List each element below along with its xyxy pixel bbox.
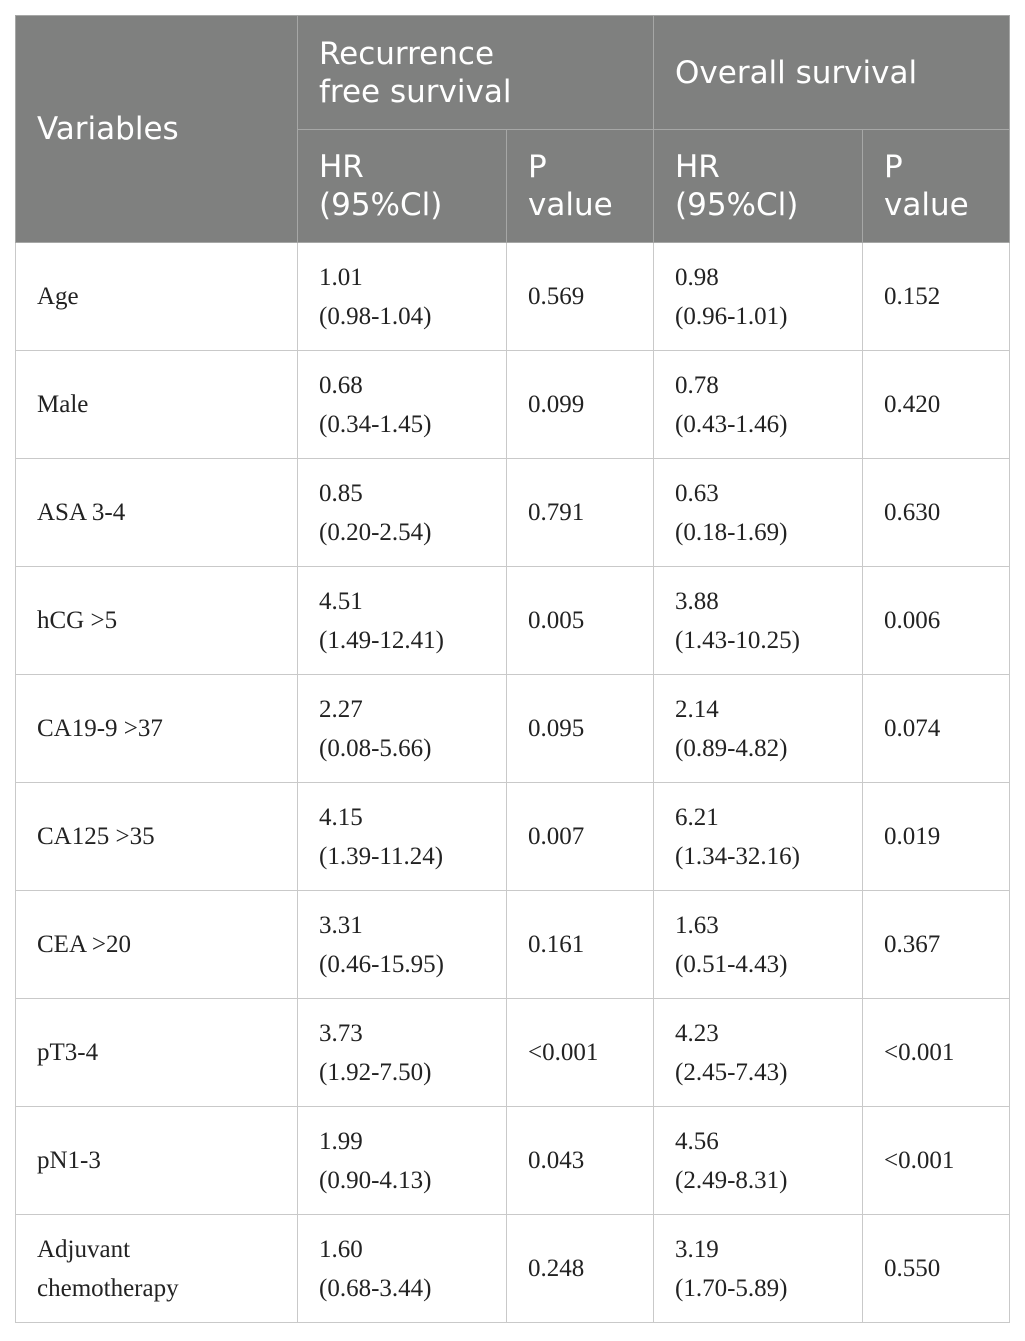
table-row [16, 243, 1010, 351]
cell-os-hr-os-hr: 6.21 [675, 803, 719, 831]
cell-os-hr-os-ci: (0.18-1.69) [675, 518, 788, 546]
cell-rfs-hr-rfs-hr: 3.31 [319, 911, 363, 939]
cell-os-hr-os-ci: (1.34-32.16) [675, 842, 800, 870]
cell-rfs-hr [298, 243, 507, 351]
cell-variable [16, 783, 298, 891]
cell-os-hr-os-hr: 4.56 [675, 1127, 719, 1155]
cell-rfs-p-value-rfs-p: 0.095 [528, 715, 585, 742]
cell-rfs-hr-rfs-hr: 4.51 [319, 587, 363, 615]
cell-os-p-value-os-p: 0.152 [884, 283, 941, 310]
cell-rfs-p-value-rfs-p: 0.791 [528, 499, 585, 526]
header-os-p-value [863, 130, 1010, 243]
cell-os-p-value [863, 567, 1010, 675]
cell-os-p-value-os-p: 0.006 [884, 607, 941, 634]
table-row [16, 351, 1010, 459]
cell-os-p-value [863, 675, 1010, 783]
cell-os-hr [654, 675, 863, 783]
cell-rfs-hr-rfs-ci: (1.92-7.50) [319, 1058, 432, 1086]
cell-os-hr [654, 783, 863, 891]
header-recurrence-free-survival [298, 16, 654, 130]
header-hr-line2: (95%Cl) [319, 187, 443, 223]
cell-rfs-p-value [507, 1215, 654, 1323]
header-p-line2: value [884, 187, 969, 223]
cell-rfs-p-value [507, 999, 654, 1107]
cell-variable-var2: chemotherapy [37, 1274, 179, 1302]
cell-rfs-p-value-rfs-p: 0.005 [528, 607, 585, 634]
header-rfs-hr [298, 130, 507, 243]
cell-variable [16, 243, 298, 351]
header-rfs-line1: Recurrence [319, 35, 495, 72]
cell-rfs-p-value-rfs-p: 0.043 [528, 1147, 585, 1174]
header-overall-survival [654, 16, 1010, 130]
cell-rfs-p-value-rfs-p: 0.569 [528, 283, 585, 310]
cell-rfs-hr-rfs-hr: 4.15 [319, 803, 363, 831]
cell-variable [16, 675, 298, 783]
cell-rfs-hr-rfs-ci: (0.34-1.45) [319, 410, 432, 438]
cell-rfs-hr [298, 675, 507, 783]
cell-os-hr-os-hr: 0.63 [675, 479, 719, 507]
cell-os-hr [654, 459, 863, 567]
cell-os-p-value [863, 999, 1010, 1107]
cell-variable-var1: CA125 >35 [37, 823, 155, 850]
cell-rfs-hr-rfs-ci: (0.46-15.95) [319, 950, 444, 978]
header-hr-line1: HR [319, 149, 364, 185]
cell-os-p-value-os-p: 0.074 [884, 715, 941, 742]
table-row [16, 675, 1010, 783]
cell-os-p-value [863, 783, 1010, 891]
cell-rfs-hr-rfs-hr: 0.68 [319, 371, 363, 399]
cell-os-p-value [863, 891, 1010, 999]
header-os-label: Overall survival [675, 54, 918, 91]
cell-variable [16, 1215, 298, 1323]
cell-os-hr [654, 999, 863, 1107]
cell-os-hr [654, 567, 863, 675]
cell-variable [16, 891, 298, 999]
cell-os-p-value [863, 351, 1010, 459]
cell-os-p-value-os-p: 0.420 [884, 391, 941, 418]
header-p-line2: value [528, 187, 613, 223]
cell-os-p-value-os-p: 0.550 [884, 1255, 941, 1282]
cell-variable [16, 999, 298, 1107]
cell-os-hr-os-hr: 4.23 [675, 1019, 719, 1047]
cell-os-hr-os-hr: 1.63 [675, 911, 719, 939]
cell-rfs-p-value-rfs-p: <0.001 [528, 1039, 599, 1066]
results-table [15, 15, 1010, 1323]
table-row [16, 1215, 1010, 1323]
cell-variable-var1: pN1-3 [37, 1147, 101, 1174]
cell-os-p-value-os-p: 0.630 [884, 499, 941, 526]
cell-rfs-hr-rfs-hr: 3.73 [319, 1019, 363, 1047]
cell-rfs-p-value [507, 783, 654, 891]
cell-rfs-hr-rfs-ci: (1.39-11.24) [319, 842, 444, 870]
cell-rfs-hr-rfs-ci: (0.90-4.13) [319, 1166, 432, 1194]
cell-os-hr-os-ci: (0.43-1.46) [675, 410, 788, 438]
cell-rfs-hr-rfs-hr: 1.01 [319, 263, 363, 291]
cell-rfs-hr [298, 999, 507, 1107]
table-row [16, 459, 1010, 567]
cell-rfs-hr [298, 1107, 507, 1215]
cell-os-hr-os-hr: 0.98 [675, 263, 719, 291]
cell-rfs-p-value-rfs-p: 0.007 [528, 823, 585, 850]
cell-rfs-hr [298, 891, 507, 999]
cell-rfs-hr [298, 783, 507, 891]
header-os-hr [654, 130, 863, 243]
cell-variable-var1: Male [37, 391, 89, 418]
cell-variable-var1: hCG >5 [37, 607, 118, 634]
cell-variable [16, 459, 298, 567]
cell-variable [16, 351, 298, 459]
cell-variable-var1: Adjuvant [37, 1235, 131, 1263]
cell-os-hr-os-ci: (2.49-8.31) [675, 1166, 788, 1194]
cell-variable-var1: Age [37, 283, 79, 310]
cell-os-hr [654, 351, 863, 459]
cell-os-p-value [863, 1107, 1010, 1215]
cell-rfs-hr [298, 351, 507, 459]
cell-variable-var1: ASA 3-4 [37, 499, 126, 526]
cell-rfs-hr-rfs-hr: 2.27 [319, 695, 363, 723]
cell-rfs-p-value [507, 351, 654, 459]
header-hr-line1: HR [675, 149, 720, 185]
cell-os-p-value-os-p: <0.001 [884, 1147, 955, 1174]
cell-variable-var1: CA19-9 >37 [37, 715, 163, 742]
cell-os-p-value-os-p: <0.001 [884, 1039, 955, 1066]
table-row [16, 783, 1010, 891]
cell-rfs-p-value [507, 243, 654, 351]
cell-os-hr-os-ci: (1.43-10.25) [675, 626, 800, 654]
cell-rfs-p-value [507, 1107, 654, 1215]
table-header [16, 16, 1010, 243]
table-row [16, 999, 1010, 1107]
cell-variable [16, 567, 298, 675]
cell-os-hr-os-ci: (0.51-4.43) [675, 950, 788, 978]
cell-os-hr-os-hr: 2.14 [675, 695, 719, 723]
cell-rfs-p-value [507, 675, 654, 783]
cell-os-p-value-os-p: 0.019 [884, 823, 941, 850]
header-row-groups [16, 16, 1010, 130]
cell-os-hr-os-ci: (0.89-4.82) [675, 734, 788, 762]
cell-os-hr-os-ci: (2.45-7.43) [675, 1058, 788, 1086]
cell-os-p-value-os-p: 0.367 [884, 931, 941, 958]
cell-os-hr [654, 1215, 863, 1323]
cell-os-hr [654, 243, 863, 351]
cell-rfs-p-value-rfs-p: 0.099 [528, 391, 585, 418]
cell-os-hr [654, 1107, 863, 1215]
cell-rfs-hr [298, 567, 507, 675]
cell-rfs-p-value [507, 567, 654, 675]
cell-rfs-p-value-rfs-p: 0.248 [528, 1255, 585, 1282]
cell-rfs-hr-rfs-hr: 1.60 [319, 1235, 363, 1263]
cell-os-p-value [863, 1215, 1010, 1323]
table-body [16, 243, 1010, 1323]
cell-rfs-hr-rfs-hr: 0.85 [319, 479, 363, 507]
cell-os-hr-os-ci: (0.96-1.01) [675, 302, 788, 330]
header-p-line1: P [884, 149, 903, 185]
cell-rfs-hr-rfs-ci: (0.20-2.54) [319, 518, 432, 546]
cell-os-hr-os-hr: 3.19 [675, 1235, 719, 1263]
cell-rfs-p-value [507, 891, 654, 999]
table-row [16, 1107, 1010, 1215]
cell-rfs-hr [298, 459, 507, 567]
cell-rfs-hr-rfs-ci: (1.49-12.41) [319, 626, 444, 654]
header-rfs-p-value [507, 130, 654, 243]
cell-rfs-hr-rfs-hr: 1.99 [319, 1127, 363, 1155]
cell-rfs-hr [298, 1215, 507, 1323]
header-variables-label: Variables [37, 111, 179, 147]
cell-variable [16, 1107, 298, 1215]
cell-variable-var1: CEA >20 [37, 931, 131, 958]
table-row [16, 891, 1010, 999]
cell-rfs-hr-rfs-ci: (0.68-3.44) [319, 1274, 432, 1302]
cell-os-p-value [863, 243, 1010, 351]
header-hr-line2: (95%Cl) [675, 187, 799, 223]
cell-os-hr [654, 891, 863, 999]
header-rfs-line2: free survival [319, 73, 512, 110]
cell-os-p-value [863, 459, 1010, 567]
table-row [16, 567, 1010, 675]
cell-rfs-p-value [507, 459, 654, 567]
cell-os-hr-os-hr: 3.88 [675, 587, 719, 615]
header-p-line1: P [528, 149, 547, 185]
cell-rfs-hr-rfs-ci: (0.98-1.04) [319, 302, 432, 330]
cell-rfs-p-value-rfs-p: 0.161 [528, 931, 585, 958]
cell-variable-var1: pT3-4 [37, 1039, 99, 1066]
cell-rfs-hr-rfs-ci: (0.08-5.66) [319, 734, 432, 762]
cell-os-hr-os-ci: (1.70-5.89) [675, 1274, 788, 1302]
cell-os-hr-os-hr: 0.78 [675, 371, 719, 399]
header-variables [16, 16, 298, 243]
